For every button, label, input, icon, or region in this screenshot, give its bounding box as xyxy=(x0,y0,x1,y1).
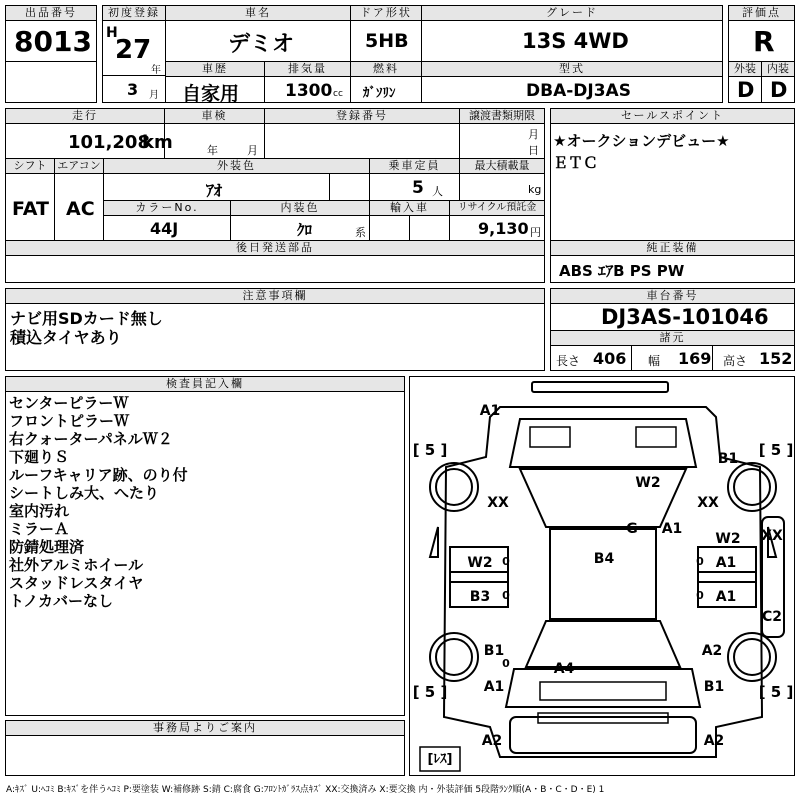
tire-mark-rr: [ 5 ] xyxy=(758,683,794,701)
month: 3 xyxy=(127,80,139,99)
import-cell xyxy=(369,215,410,241)
score-label: 評価点 xyxy=(728,5,795,21)
mark-w2-left: W2 xyxy=(467,555,493,571)
inspection-cell xyxy=(164,123,265,159)
width-label: 幅 xyxy=(648,354,661,368)
mark-zero-l3: 0 xyxy=(502,657,510,670)
mark-a4: A4 xyxy=(553,661,575,677)
height: 152 xyxy=(759,349,793,368)
max-load-unit: kg xyxy=(528,183,542,196)
interior-cell xyxy=(761,76,795,103)
max-load-cell xyxy=(459,173,545,201)
later-parts-label: 後日発送部品 xyxy=(5,240,545,256)
reg-no-label: 登録番号 xyxy=(264,108,460,124)
mark-a1-pillar: A1 xyxy=(661,521,683,537)
inspector-line: ミラーＡ xyxy=(9,520,70,538)
door-label: ドア形状 xyxy=(350,5,422,21)
chassis-no: DJ3AS-101046 xyxy=(601,305,769,329)
transfer-cell xyxy=(459,123,545,159)
ext-color-cell xyxy=(103,173,330,201)
mark-c2: C2 xyxy=(761,609,783,625)
transfer-day-unit: 日 xyxy=(528,144,539,157)
interior: D xyxy=(770,78,788,102)
grade-cell xyxy=(421,20,723,62)
model: DBA-DJ3AS xyxy=(526,81,631,101)
mark-a2-bl: A2 xyxy=(481,733,503,749)
grade-label: グレード xyxy=(421,5,723,21)
inspection-label: 車検 xyxy=(164,108,265,124)
displacement-cell xyxy=(264,76,351,103)
mark-a2-r: A2 xyxy=(701,643,723,659)
capacity-label: 乗車定員 xyxy=(369,158,460,174)
capacity-unit: 人 xyxy=(432,185,443,198)
int-color-cell xyxy=(230,215,370,241)
exterior: D xyxy=(737,78,755,102)
mark-w2-right: W2 xyxy=(715,531,741,547)
score-cell xyxy=(728,20,795,62)
office-label: 事務局よりご案内 xyxy=(5,720,405,736)
shift-label: シフト xyxy=(5,158,55,174)
int-color-label: 内装色 xyxy=(230,200,370,216)
mileage-unit: km xyxy=(142,132,173,153)
sales-lines xyxy=(553,130,730,174)
displacement: 1300 xyxy=(285,81,333,101)
inspector-label: 検査員記入欄 xyxy=(5,376,405,392)
history-label: 車歴 xyxy=(165,61,265,77)
door: 5HB xyxy=(365,30,409,52)
sales-label: セールスポイント xyxy=(550,108,795,124)
length: 406 xyxy=(593,349,627,368)
reg-no-cell xyxy=(264,123,460,159)
fuel-cell xyxy=(350,76,422,103)
car-name: デミオ xyxy=(228,32,295,57)
first-reg-month-cell xyxy=(102,75,166,103)
mark-b1-br: B1 xyxy=(703,679,725,695)
mark-zero-l2: 0 xyxy=(502,589,510,602)
capacity: 5 xyxy=(412,178,424,198)
int-color-unit: 系 xyxy=(355,226,366,239)
displacement-unit: cc xyxy=(333,89,343,99)
recycle: 9,130 xyxy=(478,219,529,238)
mark-b1-l: B1 xyxy=(483,643,505,659)
ac-label: エアコン xyxy=(54,158,104,174)
inspector-line: 社外アルミホイール xyxy=(9,556,144,574)
mark-a1-r2: A1 xyxy=(715,589,737,605)
transfer-label: 譲渡書類期限 xyxy=(459,108,545,124)
spec-label: 諸元 xyxy=(550,330,795,346)
fuel: ｶﾞｿﾘﾝ xyxy=(363,86,396,101)
inspector-line: シートしみ大、へたり xyxy=(9,484,160,502)
year-unit: 年 xyxy=(151,65,161,76)
car-diagram xyxy=(409,376,795,776)
color-no-cell xyxy=(103,215,231,241)
inspection-year-unit: 年 xyxy=(207,144,218,157)
mark-a1-r1: A1 xyxy=(715,555,737,571)
mileage: 101,208 xyxy=(68,132,150,153)
equipment-cell xyxy=(550,255,795,283)
tire-mark-rl: [ 5 ] xyxy=(412,683,448,701)
ext-color-label: 外装色 xyxy=(103,158,370,174)
mark-g: G xyxy=(626,521,638,537)
int-color: ｸﾛ xyxy=(297,221,313,239)
notes-label: 注意事項欄 xyxy=(5,288,545,304)
chassis-label: 車台番号 xyxy=(550,288,795,304)
inspector-lines xyxy=(9,394,188,610)
inspector-line: 室内汚れ xyxy=(9,502,70,520)
mileage-cell xyxy=(5,123,173,159)
mark-b4: B4 xyxy=(593,551,615,567)
sales-line: ★オークションデビュー★ xyxy=(553,132,730,150)
first-reg-label: 初度登録 xyxy=(102,5,166,21)
inspector-line: 防錆処理済 xyxy=(9,538,85,556)
score: R xyxy=(753,25,775,58)
length-label: 長さ xyxy=(556,354,581,368)
legend: A:ｷｽﾞ U:ﾍｺﾐ B:ｷｽﾞを伴うﾍｺﾐ P:要塗装 W:補修跡 S:錆 C:腐食 G:ﾌﾛﾝﾄｶﾞﾗｽ点ｷｽﾞ XX:交換済み X:要交換 内・外装評価 5段階ﾗﾝｸ順(A・B・C・D・E) 1 xyxy=(6,785,605,795)
inspector-line: ルーフキャリア跡、のり付 xyxy=(9,466,188,484)
mark-zero-l1: 0 xyxy=(502,555,510,568)
lot-no: 8013 xyxy=(14,25,92,58)
recycle-unit: 円 xyxy=(530,226,541,239)
history: 自家用 xyxy=(182,83,240,105)
import-cell-2 xyxy=(409,215,450,241)
mark-xx-r: XX xyxy=(697,495,719,511)
equipment: ABS ｴｱB PS PW xyxy=(559,262,685,280)
spec-length-cell xyxy=(550,345,632,371)
grade: 13S 4WD xyxy=(522,29,629,53)
recycle-label: リサイクル預託金 xyxy=(449,200,545,216)
first-reg-year-cell xyxy=(102,20,166,76)
tire-mark-fl: [ 5 ] xyxy=(412,441,448,459)
door-cell xyxy=(350,20,422,62)
fuel-label: 燃料 xyxy=(350,61,422,77)
mark-b3: B3 xyxy=(469,589,491,605)
less-label: [ﾚｽ] xyxy=(427,752,453,767)
inspection-month-unit: 月 xyxy=(247,144,258,157)
month-unit: 月 xyxy=(149,90,159,101)
notes-line: 積込タイヤあり xyxy=(10,328,122,347)
model-cell xyxy=(421,76,723,103)
shift-cell xyxy=(5,173,55,241)
inspector-line: トノカバーなし xyxy=(9,592,113,610)
color-no-label: カラーNo. xyxy=(103,200,231,216)
capacity-cell xyxy=(369,173,460,201)
later-parts-cell xyxy=(5,255,545,283)
displacement-label: 排気量 xyxy=(264,61,351,77)
ext-color-extra xyxy=(329,173,370,201)
car-name-cell xyxy=(165,20,351,62)
model-label: 型式 xyxy=(421,61,723,77)
car-diagram-svg xyxy=(410,377,796,777)
max-load-label: 最大積載量 xyxy=(459,158,545,174)
notes-lines xyxy=(10,309,163,347)
exterior-label: 外装 xyxy=(728,61,762,77)
mark-xx-l: XX xyxy=(487,495,509,511)
mark-a1-bl: A1 xyxy=(483,679,505,695)
notes-line: ナビ用SDカード無し xyxy=(10,309,163,328)
interior-label: 内装 xyxy=(761,61,795,77)
spec-width-cell xyxy=(631,345,713,371)
mark-zero-r1: 0 xyxy=(696,555,704,568)
car-name-label: 車名 xyxy=(165,5,351,21)
inspector-line: スタッドレスタイヤ xyxy=(9,574,144,592)
mileage-label: 走行 xyxy=(5,108,165,124)
inspector-line: 右クォーターパネルＷ２ xyxy=(9,430,173,448)
ext-color: ｱｵ xyxy=(206,181,223,200)
color-no: 44J xyxy=(150,219,179,238)
exterior-cell xyxy=(728,76,762,103)
recycle-cell xyxy=(449,215,545,241)
mark-b1-tr: B1 xyxy=(717,451,739,467)
lot-no-empty xyxy=(5,61,97,103)
mark-zero-r2: 0 xyxy=(696,589,704,602)
ac-cell xyxy=(54,173,104,241)
mark-w2-roof: W2 xyxy=(635,475,661,491)
equipment-label: 純正装備 xyxy=(550,240,795,256)
year: 27 xyxy=(115,35,152,65)
era: H xyxy=(106,25,118,41)
mark-a2-br: A2 xyxy=(703,733,725,749)
tire-mark-fr: [ 5 ] xyxy=(758,441,794,459)
width: 169 xyxy=(678,349,712,368)
lot-no-label: 出品番号 xyxy=(5,5,97,21)
mark-a1-top: A1 xyxy=(479,403,501,419)
inspector-line: フロントピラーＷ xyxy=(9,412,130,430)
mark-xx-far: XX xyxy=(761,528,783,544)
lot-no-cell xyxy=(5,20,97,62)
sales-line: ＥＴＣ xyxy=(553,154,599,172)
ac: AC xyxy=(66,198,95,220)
history-cell xyxy=(165,76,265,103)
shift: FAT xyxy=(12,198,49,220)
spec-height-cell xyxy=(712,345,795,371)
transfer-month-unit: 月 xyxy=(528,128,539,141)
inspector-line: センターピラーＷ xyxy=(9,394,129,412)
inspector-line: 下廻りＳ xyxy=(9,448,70,466)
height-label: 高さ xyxy=(723,354,748,368)
import-label: 輸入車 xyxy=(369,200,450,216)
